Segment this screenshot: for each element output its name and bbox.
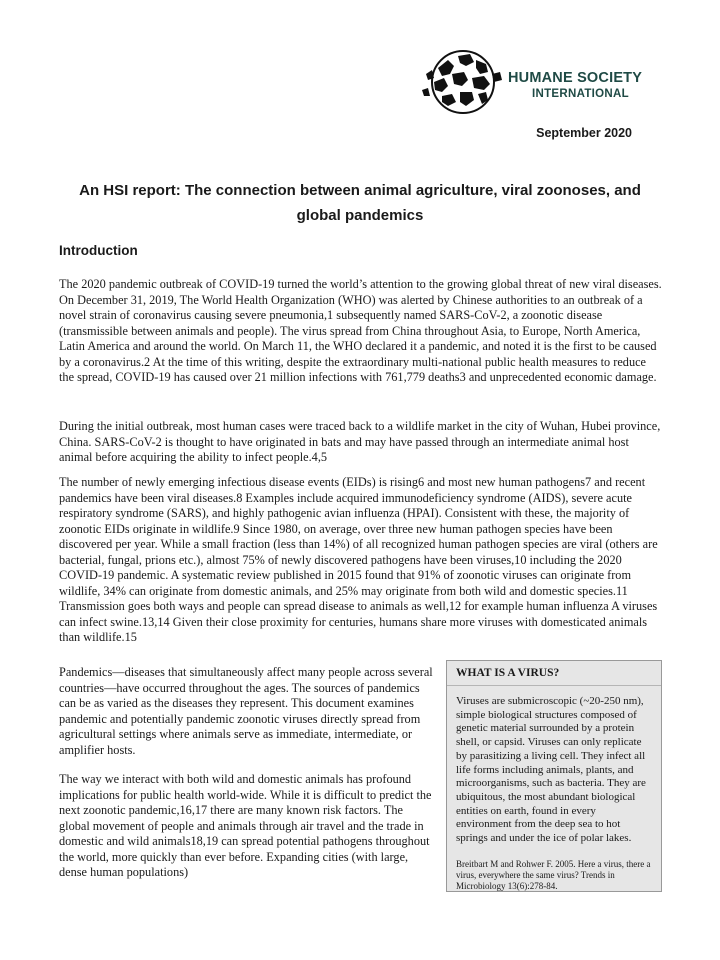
report-title: An HSI report: The connection between animal agriculture, viral zoonoses, and global pandemics bbox=[79, 182, 641, 224]
body-paragraph: The way we interact with both wild and domestic animals has profound implications for public health world-wide. While it is difficult to predict the next zoonotic pandemic,16,17 there are many known risk factors. The global movement of people and animals through air travel and the trade in domestic and wild animals18,19 can spread potential pathogens throughout the world, more quickly than ever before. Expanding cities (with large, dense human populations) bbox=[59, 772, 432, 879]
sidebar-title: WHAT IS A VIRUS? bbox=[447, 661, 661, 686]
sidebar-citation: Breitbart M and Rohwer F. 2005. Here a virus, there a virus, everywhere the same virus? Trends in Microbiology 13(6):278-84. bbox=[456, 858, 651, 891]
logo-wordmark-line1: HUMANE SOCIETY bbox=[508, 70, 643, 86]
animal-globe-icon bbox=[418, 46, 508, 116]
report-date: September 2020 bbox=[536, 126, 632, 140]
hsi-logo bbox=[418, 46, 668, 116]
introduction-heading: Introduction bbox=[59, 243, 138, 258]
body-paragraph: Pandemics—diseases that simultaneously affect many people across several countries—have occurred throughout the ages. The sources of pandemics can be as varied as the diseases they represent. This document examines pandemic and potentially pandemic zoonotic viruses directly spread from agricultural settings where animals serve as immediate, intermediate, or amplifier hosts. bbox=[59, 665, 433, 757]
body-paragraph: The 2020 pandemic outbreak of COVID-19 turned the world’s attention to the growing global threat of new viral diseases. On December 31, 2019, The World Health Organization (WHO) was alerted by Chinese authorities to an outbreak of a novel strain of coronavirus causing severe pneumonia,1 subsequently named SARS-CoV-2, a zoonotic disease (transmissible between animals and people). The virus spread from China throughout Asia, to Europe, North America, Latin America and around the world. On March 11, the WHO declared it a pandemic, and noted it is the first to be caused by a coronavirus.2 At the time of this writing, despite the extraordinary multi-national public health measures to reduce the spread, COVID-19 has caused over 21 million infections with 761,779 deaths3 and unprecedented economic damage. bbox=[59, 277, 662, 384]
body-paragraph: During the initial outbreak, most human cases were traced back to a wildlife market in the city of Wuhan, Hubei province, China. SARS-CoV-2 is thought to have originated in bats and may have passed through an intermediate animal host animal before acquiring the ability to infect people.4,5 bbox=[59, 419, 661, 464]
logo-wordmark-line2: INTERNATIONAL bbox=[532, 88, 629, 100]
body-paragraph: The number of newly emerging infectious disease events (EIDs) is rising6 and most new human pathogens7 and recent pandemics have been viral diseases.8 Examples include acquired immunodeficiency syndrome (AIDS), severe acute respiratory syndrome (SARS), and highly pathogenic avian influenza (HPAI). Consistent with these, the majority of zoonotic EIDs originate in wildlife.9 Since 1980, on average, over three new human pathogen species have been discovered per year. While a small fraction (less than 14%) of all recognized human pathogen species are viral (others are bacterial, fungal, prions etc.), almost 75% of newly discovered pathogens have been viruses,10 including the 2020 COVID-19 pandemic. A systematic review published in 2015 found that 91% of zoonotic viruses can originate from wildlife, 34% can originate from domestic animals, and 25% may originate from both wild and domestic species.11 Transmission goes both ways and people can spread disease to animals as well,12 for example human influenza A viruses can infect swine.13,14 Given their close proximity for centuries, humans share more viruses with domesticated animals than wildlife.15 bbox=[59, 475, 658, 644]
sidebar-body: Viruses are submicroscopic (~20-250 nm), simple biological structures composed of genetic material surrounded by a protein shell, or capsid. Viruses can only replicate by parasitizing a living cell. They infect all life forms including animals, plants, and microorganisms, such as bacteria. They are ubiquitous, the most abundant biological entities on earth, found in every environment from the deep sea to hot springs and under the ice of polar lakes. bbox=[456, 695, 646, 845]
what-is-a-virus-sidebar bbox=[446, 660, 662, 892]
